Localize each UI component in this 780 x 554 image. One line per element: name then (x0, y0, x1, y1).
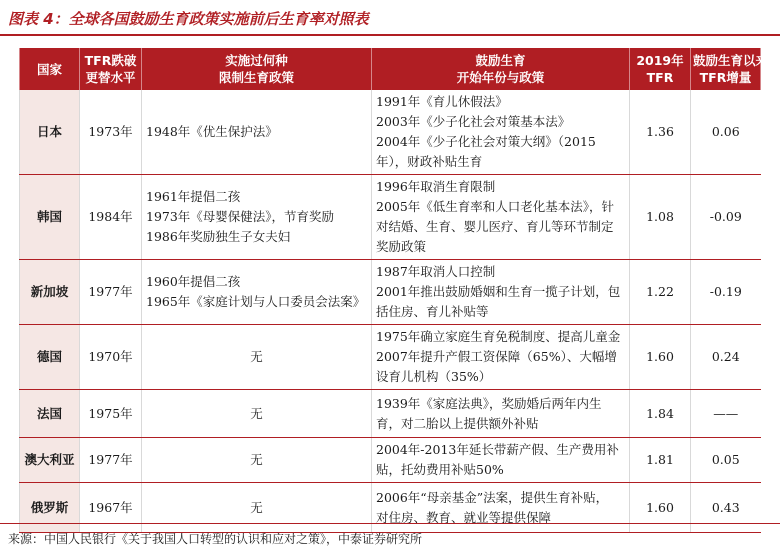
restrict-cell (142, 175, 372, 260)
cell-line: 1965年《家庭计划与人口委员会法案》 (146, 294, 366, 309)
encourage-cell (372, 325, 630, 390)
divider (0, 523, 780, 524)
header-line: TFR (646, 70, 674, 85)
cell-line: 2004年《少子化社会对策大纲》（2015 (376, 134, 596, 149)
encourage-cell (372, 90, 630, 175)
tfr-year-cell (80, 175, 142, 260)
cell-value: 新加坡 (30, 284, 69, 299)
cell-line: 无 (250, 499, 263, 515)
header-restrict (142, 48, 372, 90)
cell-line: 年），财政补贴生育 (376, 154, 483, 169)
cell-value: 1.22 (646, 284, 674, 299)
cell-line: 无 (250, 452, 263, 467)
cell-value: 1977年 (88, 284, 133, 299)
cell-value: 1.84 (646, 405, 674, 421)
tfr-change-cell (691, 325, 761, 390)
cell-value: 1.60 (646, 499, 674, 515)
table-body (20, 90, 761, 533)
tfr-change-cell (691, 175, 761, 260)
cell-value: 1975年 (88, 405, 133, 421)
header-encourage-label (374, 52, 627, 86)
header-restrict-label (144, 52, 369, 86)
header-country-label: 国家 (36, 61, 62, 77)
cell-line: 1948年《优生保护法》 (146, 124, 278, 139)
cell-line: 无 (250, 405, 263, 421)
cell-value: 1.81 (646, 452, 674, 467)
tfr2019-cell (630, 390, 691, 438)
cell-value: 0.24 (711, 349, 740, 364)
header-line: 鼓励生育 (475, 53, 526, 68)
cell-value: 0.43 (711, 499, 740, 515)
restrict-cell (142, 90, 372, 175)
header-tfr-year (80, 48, 142, 90)
table-header-row (20, 48, 761, 90)
source-note: 来源：中国人民银行《关于我国人口转型的认识和应对之策》，中泰证券研究所 (8, 532, 423, 546)
cell-line: 2007年提升产假工资保障（65%）、大幅增 (376, 349, 617, 364)
tfr-year-cell (80, 438, 142, 483)
title-bar (0, 0, 780, 36)
tfr-change-cell (691, 438, 761, 483)
cell-line: 2005年《低生育率和人口老化基本法》，针 (376, 199, 615, 214)
header-line: 实施过何种 (225, 53, 288, 68)
header-line: TFR跌破 (84, 53, 137, 68)
cell-line: 1991年《育儿休假法》 (376, 94, 508, 109)
tfr-change-cell (691, 90, 761, 175)
header-encourage (372, 48, 630, 90)
cell-value: 1973年 (88, 124, 133, 139)
cell-line: 1975年确立家庭生育免税制度、提高儿童金 (376, 329, 621, 344)
tfr-year-cell (80, 90, 142, 175)
header-line: 鼓励生育以来 (693, 53, 769, 68)
table-row (20, 325, 761, 390)
tfr2019-cell (630, 438, 691, 483)
cell-line: 贴，托幼费用补贴50% (376, 462, 504, 477)
cell-line: 1986年奖励独生子女夫妇 (146, 229, 291, 244)
encourage-cell (372, 175, 630, 260)
encourage-cell (372, 260, 630, 325)
cell-value: 1967年 (88, 499, 133, 515)
header-tfr2019 (630, 48, 691, 90)
table-row (20, 90, 761, 175)
tfr-change-cell (691, 483, 761, 533)
tfr-year-cell (80, 390, 142, 438)
tfr2019-cell (630, 325, 691, 390)
table-row (20, 390, 761, 438)
header-tfr2019-label (632, 52, 688, 86)
figure-title: 图表 4：全球各国鼓励生育政策实施前后生育率对照表 (8, 10, 369, 28)
table-row (20, 175, 761, 260)
header-tfr-change-label (693, 52, 769, 86)
encourage-cell (372, 390, 630, 438)
cell-line: 无 (250, 349, 263, 364)
cell-value: 德国 (36, 349, 62, 364)
cell-value: -0.09 (709, 209, 742, 224)
cell-value: 0.06 (711, 124, 740, 139)
restrict-cell (142, 390, 372, 438)
encourage-cell (372, 483, 630, 533)
cell-value: -0.19 (709, 284, 742, 299)
tfr-year-cell (80, 325, 142, 390)
tfr2019-cell (630, 483, 691, 533)
country-cell (20, 175, 80, 260)
cell-line: 1961年提倡二孩 (146, 189, 241, 204)
header-tfr-change (691, 48, 769, 90)
cell-value: 1984年 (88, 209, 133, 224)
cell-value: 1977年 (88, 452, 133, 467)
country-cell (20, 390, 80, 438)
cell-value: —— (713, 405, 739, 421)
cell-value: 1970年 (88, 349, 133, 364)
encourage-cell (372, 438, 630, 483)
table-row (20, 438, 761, 483)
restrict-cell (142, 438, 372, 483)
cell-line: 2001年推出鼓励婚姻和生育一揽子计划，包 (376, 284, 621, 299)
tfr-change-cell (691, 260, 761, 325)
table-row (20, 483, 761, 533)
header-line: 限制生育政策 (218, 70, 294, 85)
fertility-policy-table (19, 48, 769, 533)
header-tfr-year-label (82, 52, 139, 86)
cell-value: 法国 (36, 405, 62, 421)
cell-line: 1987年取消人口控制 (376, 264, 496, 279)
country-cell (20, 325, 80, 390)
country-cell (20, 90, 80, 175)
tfr-year-cell (80, 260, 142, 325)
cell-line: 奖励政策 (376, 239, 427, 254)
cell-line: 1996年取消生育限制 (376, 179, 496, 194)
tfr-change-cell (691, 390, 761, 438)
cell-line: 育，对二胎以上提供额外补贴 (376, 415, 539, 431)
cell-value: 韩国 (36, 209, 62, 224)
header-line: 2019年 (636, 53, 684, 68)
cell-line: 1973年《母婴保健法》，节育奖励 (146, 209, 335, 224)
table-row (20, 260, 761, 325)
cell-value: 日本 (36, 124, 62, 139)
cell-line: 1939年《家庭法典》，奖励婚后两年内生 (376, 395, 602, 411)
cell-value: 1.36 (646, 124, 674, 139)
cell-value: 0.05 (711, 452, 740, 467)
cell-line: 括住房、育儿补贴等 (376, 304, 489, 319)
cell-line: 对住房、教育、就业等提供保障 (376, 509, 552, 525)
country-cell (20, 260, 80, 325)
header-line: TFR增量 (699, 70, 752, 85)
cell-line: 设育儿机构（35%） (376, 369, 492, 384)
cell-value: 俄罗斯 (30, 499, 69, 515)
cell-line: 对结婚、生育、婴儿医疗、育儿等环节制定 (376, 219, 614, 234)
country-cell (20, 438, 80, 483)
cell-value: 1.08 (646, 209, 674, 224)
cell-line: 2006年“母亲基金”法案，提供生育补贴， (376, 489, 609, 505)
cell-line: 2003年《少子化社会对策基本法》 (376, 114, 571, 129)
restrict-cell (142, 483, 372, 533)
country-cell (20, 483, 80, 533)
header-line: 更替水平 (85, 70, 136, 85)
cell-line: 2004年-2013年延长带薪产假、生产费用补 (376, 442, 619, 457)
cell-value: 1.60 (646, 349, 674, 364)
header-country (20, 48, 80, 90)
restrict-cell (142, 325, 372, 390)
tfr2019-cell (630, 260, 691, 325)
restrict-cell (142, 260, 372, 325)
cell-value: 澳大利亚 (24, 452, 75, 467)
tfr2019-cell (630, 90, 691, 175)
cell-line: 1960年提倡二孩 (146, 274, 241, 289)
header-line: 开始年份与政策 (456, 70, 545, 85)
tfr-year-cell (80, 483, 142, 533)
tfr2019-cell (630, 175, 691, 260)
